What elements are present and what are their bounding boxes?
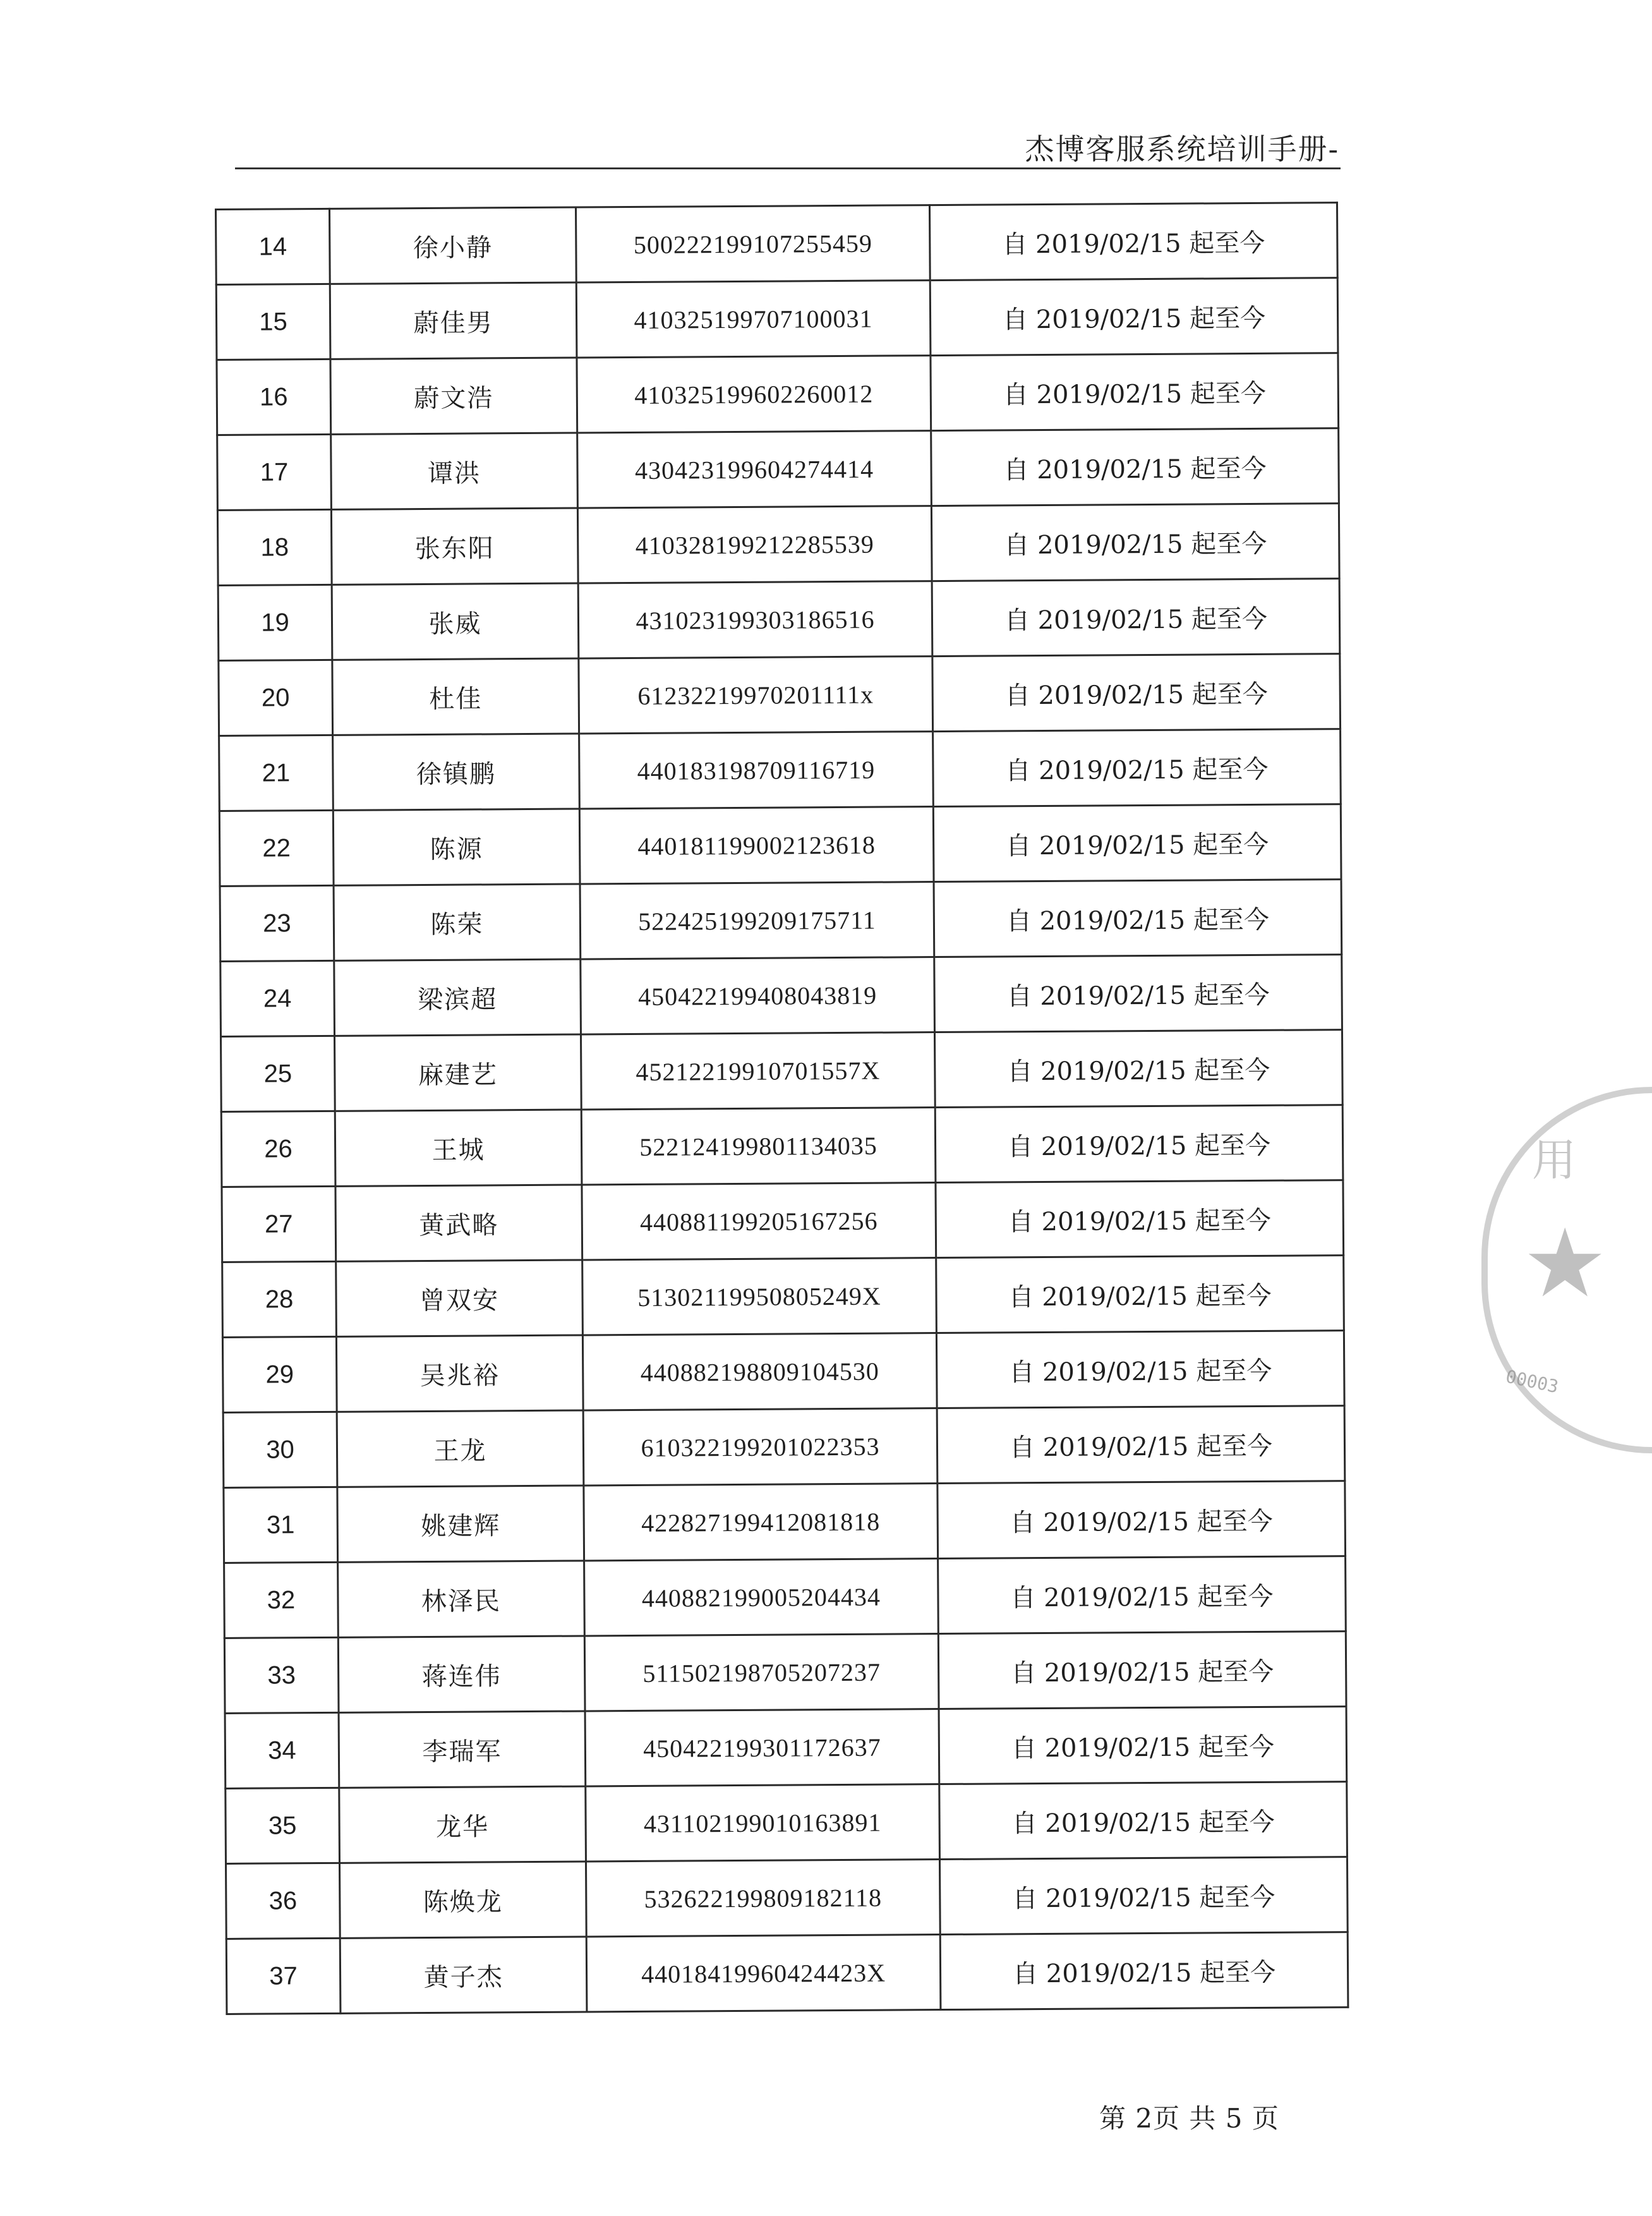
roster-table-container bbox=[215, 202, 1347, 2013]
row-number-cell: 30 bbox=[223, 1412, 337, 1487]
row-number-cell: 21 bbox=[219, 735, 334, 811]
employment-period-cell: 自 2019/02/15 起至今 bbox=[939, 1707, 1347, 1784]
employee-name-cell: 王龙 bbox=[337, 1410, 584, 1487]
row-number-cell: 25 bbox=[221, 1036, 335, 1111]
id-number-cell: 430423199604274414 bbox=[577, 431, 932, 508]
row-number-cell: 14 bbox=[216, 209, 330, 284]
id-number-cell: 500222199107255459 bbox=[576, 205, 930, 282]
employment-period-cell: 自 2019/02/15 起至今 bbox=[936, 1331, 1344, 1408]
employment-period-cell: 自 2019/02/15 起至今 bbox=[939, 1782, 1348, 1860]
table-row bbox=[224, 1556, 1346, 1638]
row-number-cell: 27 bbox=[222, 1186, 336, 1262]
employment-period-cell: 自 2019/02/15 起至今 bbox=[939, 1857, 1348, 1935]
row-number-cell: 23 bbox=[220, 885, 334, 961]
employee-name-cell: 杜佳 bbox=[332, 658, 579, 735]
employee-name-cell: 徐小静 bbox=[330, 207, 577, 284]
employment-period-cell: 自 2019/02/15 起至今 bbox=[931, 428, 1339, 506]
employee-name-cell: 黄子杰 bbox=[340, 1937, 587, 2013]
row-number-cell: 16 bbox=[217, 359, 331, 435]
roster-table-body bbox=[216, 203, 1348, 2014]
table-row bbox=[225, 1707, 1347, 1789]
header-divider bbox=[235, 167, 1341, 169]
employee-name-cell: 黄武略 bbox=[335, 1185, 582, 1261]
id-number-cell: 45212219910701557X bbox=[581, 1032, 935, 1110]
table-row bbox=[220, 955, 1342, 1037]
id-number-cell: 522425199209175711 bbox=[580, 882, 934, 959]
employee-name-cell: 徐镇鹏 bbox=[333, 734, 580, 810]
row-number-cell: 32 bbox=[224, 1562, 339, 1638]
stamp-star-icon: ★ bbox=[1522, 1209, 1608, 1319]
row-number-cell: 18 bbox=[217, 509, 332, 585]
id-number-cell: 431023199303186516 bbox=[578, 581, 932, 658]
id-number-cell: 440882198809104530 bbox=[582, 1333, 937, 1410]
id-number-cell: 440181199002123618 bbox=[579, 807, 934, 884]
employee-name-cell: 龙华 bbox=[339, 1786, 586, 1863]
employee-name-cell: 张东阳 bbox=[331, 508, 578, 584]
table-row bbox=[216, 278, 1338, 360]
row-number-cell: 19 bbox=[218, 584, 332, 660]
employment-period-cell: 自 2019/02/15 起至今 bbox=[931, 504, 1339, 581]
document-header-title: 杰博客服系统培训手册- bbox=[1025, 132, 1339, 166]
table-row bbox=[217, 428, 1339, 511]
row-number-cell: 31 bbox=[224, 1487, 338, 1563]
employee-name-cell: 曾双安 bbox=[336, 1260, 583, 1336]
id-number-cell: 440183198709116719 bbox=[579, 732, 934, 809]
employment-period-cell: 自 2019/02/15 起至今 bbox=[933, 804, 1341, 882]
id-number-cell: 511502198705207237 bbox=[584, 1634, 939, 1711]
table-row bbox=[220, 880, 1342, 962]
row-number-cell: 20 bbox=[219, 660, 333, 736]
id-number-cell: 410325199602260012 bbox=[577, 356, 931, 433]
employment-period-cell: 自 2019/02/15 起至今 bbox=[931, 353, 1339, 431]
table-row bbox=[219, 729, 1341, 811]
id-number-cell: 61232219970201111x bbox=[579, 657, 933, 734]
employee-name-cell: 蔚文浩 bbox=[330, 358, 577, 434]
employee-name-cell: 王城 bbox=[335, 1110, 582, 1186]
id-number-cell: 532622199809182118 bbox=[586, 1860, 940, 1937]
employment-period-cell: 自 2019/02/15 起至今 bbox=[934, 955, 1342, 1032]
row-number-cell: 34 bbox=[225, 1712, 339, 1788]
row-number-cell: 26 bbox=[221, 1111, 335, 1187]
row-number-cell: 22 bbox=[219, 810, 334, 886]
row-number-cell: 24 bbox=[220, 960, 335, 1036]
employee-name-cell: 蒋连伟 bbox=[338, 1636, 585, 1712]
table-row bbox=[222, 1256, 1344, 1338]
table-row bbox=[222, 1180, 1344, 1262]
employment-period-cell: 自 2019/02/15 起至今 bbox=[930, 278, 1338, 356]
employee-name-cell: 蔚佳男 bbox=[330, 282, 577, 359]
employment-period-cell: 自 2019/02/15 起至今 bbox=[940, 1932, 1348, 2010]
id-number-cell: 450422199301172637 bbox=[585, 1709, 939, 1786]
row-number-cell: 33 bbox=[224, 1637, 339, 1713]
employment-period-cell: 自 2019/02/15 起至今 bbox=[929, 203, 1337, 281]
official-seal-stamp bbox=[1481, 1087, 1652, 1453]
table-row bbox=[217, 353, 1339, 435]
employee-name-cell: 谭洪 bbox=[331, 433, 578, 509]
table-row bbox=[221, 1105, 1343, 1187]
id-number-cell: 522124199801134035 bbox=[581, 1108, 936, 1185]
employee-name-cell: 陈荣 bbox=[334, 884, 581, 960]
id-number-cell: 44018419960424423X bbox=[586, 1935, 941, 2012]
table-row bbox=[219, 804, 1341, 887]
employee-name-cell: 陈焕龙 bbox=[339, 1862, 586, 1938]
employee-name-cell: 姚建辉 bbox=[337, 1486, 584, 1562]
row-number-cell: 17 bbox=[217, 434, 332, 510]
table-row bbox=[224, 1632, 1346, 1714]
employment-period-cell: 自 2019/02/15 起至今 bbox=[932, 579, 1340, 657]
stamp-char: 用 bbox=[1532, 1134, 1576, 1186]
table-row bbox=[216, 203, 1338, 285]
id-number-cell: 51302119950805249X bbox=[582, 1258, 937, 1335]
table-row bbox=[226, 1782, 1348, 1864]
table-row bbox=[221, 1030, 1343, 1112]
row-number-cell: 37 bbox=[226, 1938, 341, 2014]
employment-period-cell: 自 2019/02/15 起至今 bbox=[938, 1481, 1346, 1559]
id-number-cell: 440881199205167256 bbox=[582, 1183, 936, 1260]
table-row bbox=[226, 1857, 1348, 1939]
roster-table bbox=[215, 202, 1349, 2015]
employment-period-cell: 自 2019/02/15 起至今 bbox=[936, 1256, 1344, 1333]
table-row bbox=[223, 1406, 1345, 1488]
id-number-cell: 440882199005204434 bbox=[584, 1559, 939, 1636]
employment-period-cell: 自 2019/02/15 起至今 bbox=[937, 1406, 1345, 1484]
row-number-cell: 28 bbox=[222, 1261, 337, 1337]
employment-period-cell: 自 2019/02/15 起至今 bbox=[936, 1180, 1344, 1258]
employment-period-cell: 自 2019/02/15 起至今 bbox=[934, 1030, 1342, 1108]
employee-name-cell: 张威 bbox=[332, 583, 579, 660]
table-row bbox=[226, 1932, 1348, 2014]
table-row bbox=[224, 1481, 1346, 1563]
id-number-cell: 450422199408043819 bbox=[581, 957, 935, 1034]
id-number-cell: 422827199412081818 bbox=[584, 1484, 938, 1561]
employee-name-cell: 陈源 bbox=[333, 809, 580, 885]
stamp-serial-text: 00003 bbox=[1504, 1365, 1560, 1398]
table-row bbox=[218, 579, 1340, 661]
employee-name-cell: 麻建艺 bbox=[335, 1034, 582, 1111]
employment-period-cell: 自 2019/02/15 起至今 bbox=[938, 1632, 1346, 1709]
row-number-cell: 36 bbox=[226, 1863, 341, 1939]
employee-name-cell: 林泽民 bbox=[338, 1561, 585, 1637]
row-number-cell: 35 bbox=[226, 1788, 340, 1863]
row-number-cell: 29 bbox=[222, 1336, 337, 1412]
id-number-cell: 410325199707100031 bbox=[576, 281, 931, 358]
employment-period-cell: 自 2019/02/15 起至今 bbox=[938, 1556, 1346, 1634]
table-row bbox=[222, 1331, 1344, 1413]
id-number-cell: 610322199201022353 bbox=[583, 1408, 938, 1486]
employee-name-cell: 梁滨超 bbox=[334, 959, 581, 1036]
employment-period-cell: 自 2019/02/15 起至今 bbox=[933, 729, 1341, 807]
employment-period-cell: 自 2019/02/15 起至今 bbox=[932, 654, 1341, 732]
employee-name-cell: 吴兆裕 bbox=[336, 1335, 583, 1412]
row-number-cell: 15 bbox=[216, 284, 330, 360]
id-number-cell: 410328199212285539 bbox=[577, 506, 932, 583]
employment-period-cell: 自 2019/02/15 起至今 bbox=[935, 1105, 1343, 1183]
employee-name-cell: 李瑞军 bbox=[339, 1711, 586, 1788]
id-number-cell: 431102199010163891 bbox=[586, 1784, 940, 1862]
employment-period-cell: 自 2019/02/15 起至今 bbox=[934, 880, 1342, 957]
page-number-footer: 第 2页 共 5 页 bbox=[1099, 2103, 1279, 2134]
table-row bbox=[217, 504, 1339, 586]
table-row bbox=[219, 654, 1341, 736]
